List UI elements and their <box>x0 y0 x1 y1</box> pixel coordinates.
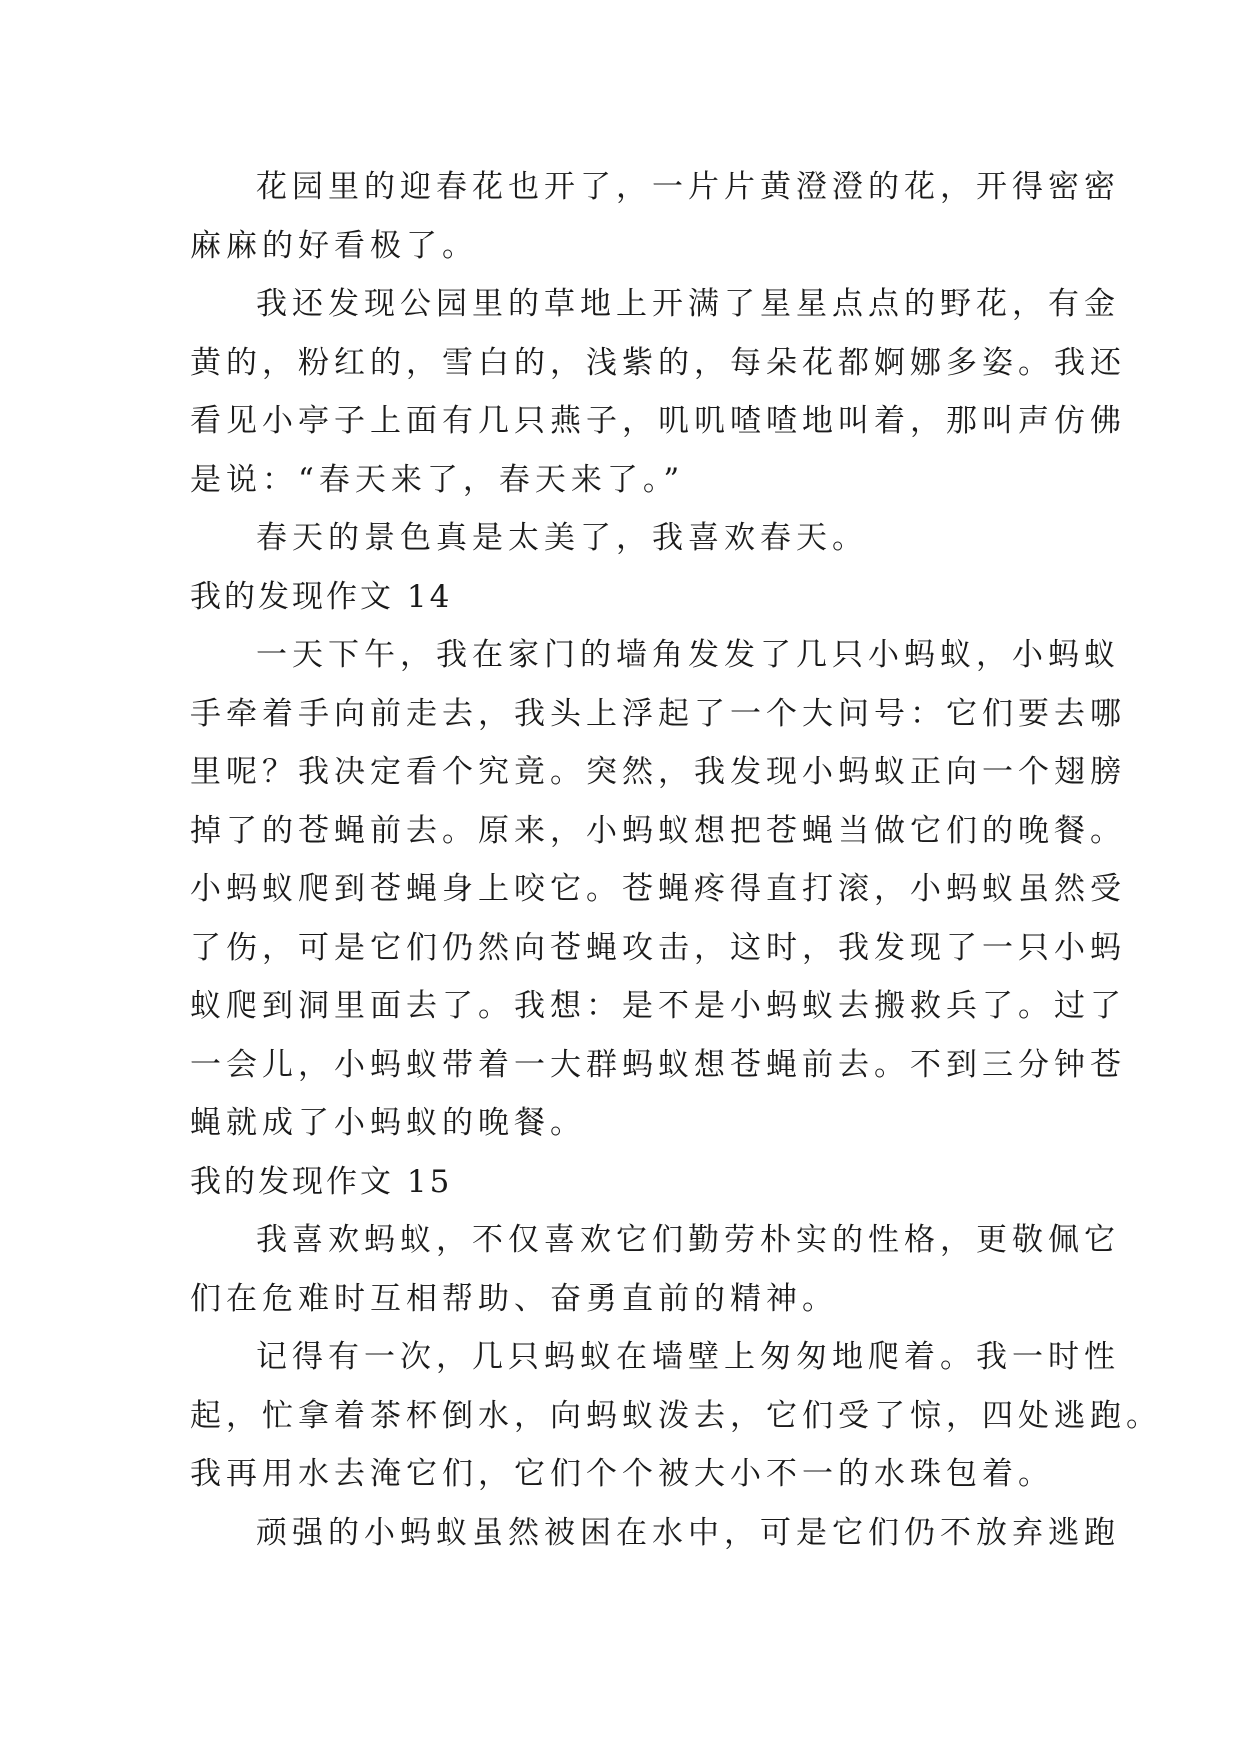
paragraph-line: 黄的，粉红的，雪白的，浅紫的，每朵花都婀娜多姿。我还 <box>190 344 1126 381</box>
paragraph-line: 是说：“春天来了，春天来了。” <box>190 461 685 498</box>
paragraph-line: 记得有一次，几只蚂蚁在墙壁上匆匆地爬着。我一时性 <box>256 1339 1120 1375</box>
paragraph-line: 我喜欢蚂蚁，不仅喜欢它们勤劳朴实的性格，更敬佩它 <box>256 1222 1120 1258</box>
paragraph-line: 我再用水去淹它们，它们个个被大小不一的水珠包着。 <box>190 1456 1054 1492</box>
paragraph-line: 里呢？我决定看个究竟。突然，我发现小蚂蚁正向一个翅膀 <box>190 754 1126 790</box>
section-heading: 我的发现作文 15 <box>190 1163 453 1200</box>
paragraph-line: 花园里的迎春花也开了，一片片黄澄澄的花，开得密密 <box>256 169 1120 205</box>
paragraph-line: 春天的景色真是太美了，我喜欢春天。 <box>256 520 868 556</box>
paragraph-line: 蚁爬到洞里面去了。我想：是不是小蚂蚁去搬救兵了。过了 <box>190 988 1126 1024</box>
paragraph-line: 一会儿，小蚂蚁带着一大群蚂蚁想苍蝇前去。不到三分钟苍 <box>190 1046 1126 1083</box>
document-body <box>190 158 1162 1562</box>
paragraph-line: 掉了的苍蝇前去。原来，小蚂蚁想把苍蝇当做它们的晚餐。 <box>190 812 1126 849</box>
paragraph-line: 们在危难时互相帮助、奋勇直前的精神。 <box>190 1280 838 1317</box>
paragraph-line: 顽强的小蚂蚁虽然被困在水中，可是它们仍不放弃逃跑 <box>256 1514 1120 1551</box>
paragraph-line: 我还发现公园里的草地上开满了星星点点的野花，有金 <box>256 286 1120 322</box>
paragraph-line: 了伤，可是它们仍然向苍蝇攻击，这时，我发现了一只小蚂 <box>190 929 1126 966</box>
paragraph-line: 一天下午，我在家门的墙角发发了几只小蚂蚁，小蚂蚁 <box>256 637 1120 673</box>
section-heading: 我的发现作文 14 <box>190 578 453 615</box>
paragraph-line: 蝇就成了小蚂蚁的晚餐。 <box>190 1105 586 1141</box>
paragraph-line: 手牵着手向前走去，我头上浮起了一个大问号：它们要去哪 <box>190 695 1126 732</box>
paragraph-line: 起，忙拿着茶杯倒水，向蚂蚁泼去，它们受了惊，四处逃跑。 <box>190 1397 1162 1434</box>
paragraph-line: 看见小亭子上面有几只燕子，叽叽喳喳地叫着，那叫声仿佛 <box>190 403 1126 439</box>
paragraph-line: 小蚂蚁爬到苍蝇身上咬它。苍蝇疼得直打滚，小蚂蚁虽然受 <box>190 871 1126 907</box>
paragraph-line: 麻麻的好看极了。 <box>190 227 478 264</box>
